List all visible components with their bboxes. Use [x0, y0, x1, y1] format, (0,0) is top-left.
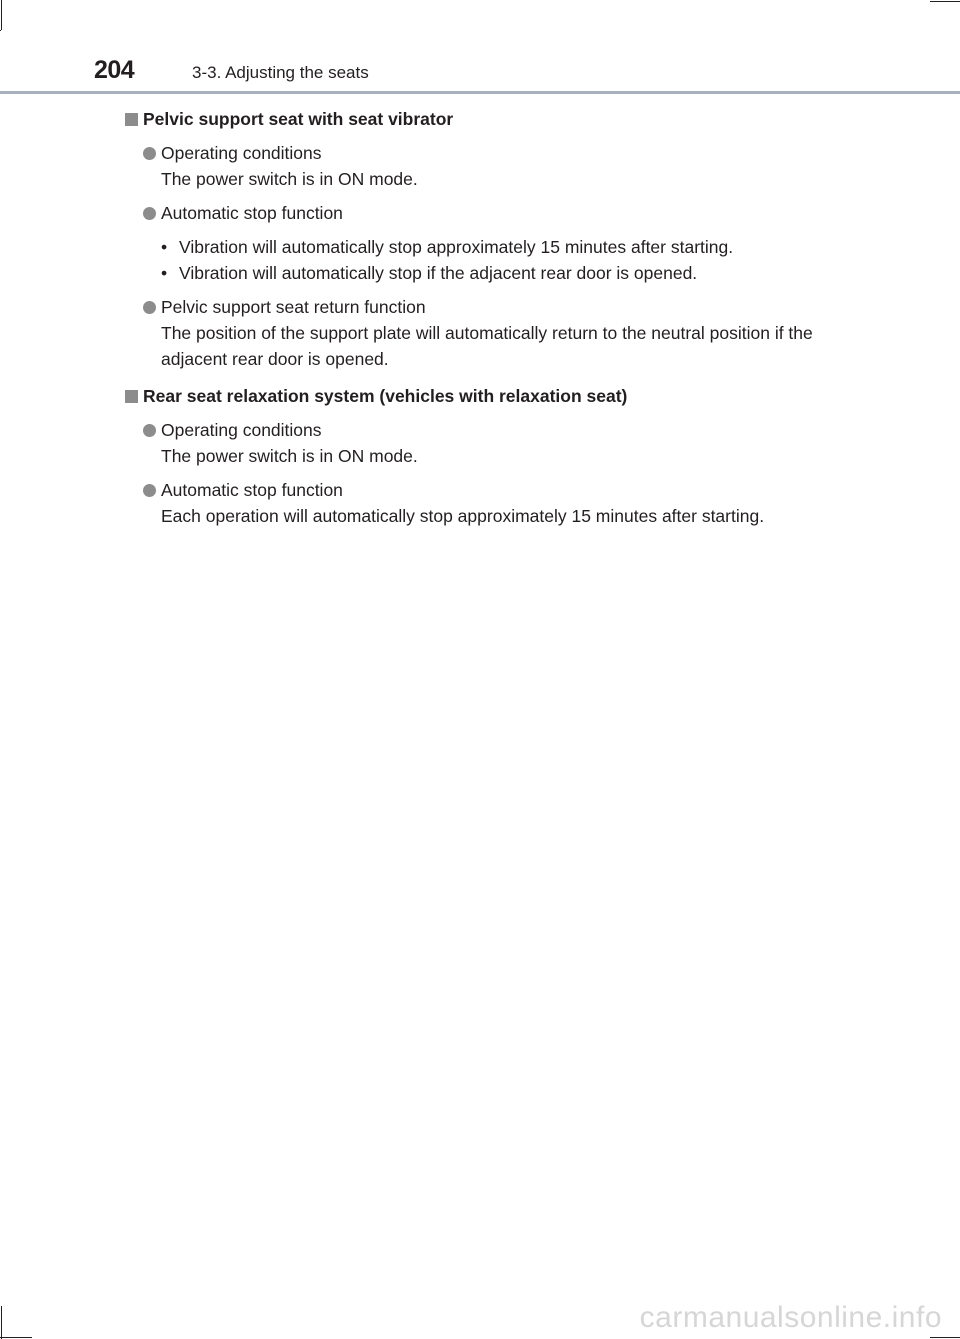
item-label: Automatic stop function: [161, 480, 343, 500]
square-bullet-icon: [125, 390, 138, 403]
circle-bullet-icon: [143, 301, 156, 314]
crop-mark: [1, 1306, 2, 1339]
item-description: Each operation will automatically stop approximately 15 minutes after starting.: [161, 506, 765, 526]
list-item: [125, 200, 845, 286]
circle-bullet-icon: [143, 424, 156, 437]
circle-bullet-icon: [143, 147, 156, 160]
section-relaxation-system: [125, 383, 845, 529]
sub-list-item: [161, 260, 845, 286]
crop-mark: [930, 1337, 960, 1338]
section-pelvic-support: [125, 106, 845, 372]
page-number: 204: [94, 56, 135, 84]
item-description: The power switch is in ON mode.: [161, 446, 418, 466]
section-title: 3-3. Adjusting the seats: [192, 63, 369, 82]
dot-bullet-icon: •: [161, 263, 168, 283]
item-label: Automatic stop function: [161, 203, 343, 223]
section-heading-text: Rear seat relaxation system (vehicles with relaxation seat): [143, 386, 628, 406]
list-item: [125, 477, 845, 529]
square-bullet-icon: [125, 113, 138, 126]
item-description: The position of the support plate will automatically return to the neutral position if the adjacent rear door is opened.: [161, 323, 813, 369]
item-description: The power switch is in ON mode.: [161, 169, 418, 189]
sub-list-text: Vibration will automatically stop if the adjacent rear door is opened.: [179, 263, 698, 283]
page-content: [125, 106, 845, 537]
page-header: [0, 0, 960, 96]
watermark: carmanualsonline.info: [639, 1301, 942, 1334]
item-label: Operating conditions: [161, 420, 322, 440]
item-label: Operating conditions: [161, 143, 322, 163]
circle-bullet-icon: [143, 484, 156, 497]
header-divider: [0, 91, 960, 94]
list-item: [125, 140, 845, 192]
crop-mark: [0, 1337, 32, 1338]
sub-list: [161, 234, 845, 286]
sub-list-item: [161, 234, 845, 260]
dot-bullet-icon: •: [161, 237, 168, 257]
section-heading: [125, 383, 845, 409]
circle-bullet-icon: [143, 207, 156, 220]
section-heading-text: Pelvic support seat with seat vibrator: [143, 109, 454, 129]
section-heading: [125, 106, 845, 132]
list-item: [125, 294, 845, 372]
item-label: Pelvic support seat return function: [161, 297, 426, 317]
sub-list-text: Vibration will automatically stop approximately 15 minutes after starting.: [179, 237, 734, 257]
list-item: [125, 417, 845, 469]
